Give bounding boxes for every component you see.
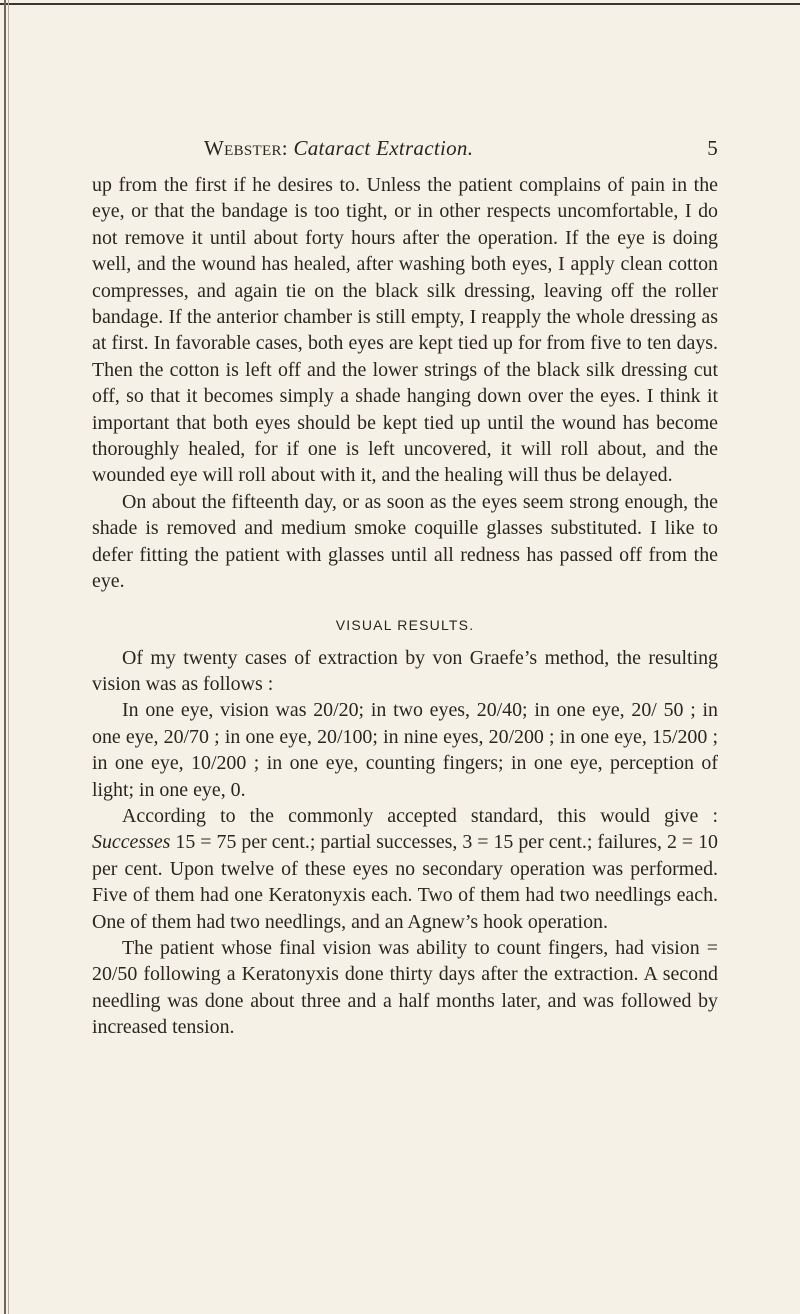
running-title — [204, 136, 473, 161]
paragraph-5 — [92, 803, 718, 935]
paragraph-5-italic: Successes — [92, 831, 171, 854]
header-author: Webster — [204, 136, 282, 160]
header-separator: : — [281, 136, 294, 160]
paragraph-1: up from the first if he desires to. Unless the patient complains of pain in the eye, or that the bandage is too tight, or in other respects uncomfortable, I do not remove it until about forty hours after the operation. If the eye is doing well, and the wound has healed, after washing both eyes, I apply clean cotton compresses, and again tie on the black silk dressing, leaving off the roller bandage. If the anterior chamber is still empty, I reapply the whole dressing as at first. In favorable cases, both eyes are kept tied up for from five to ten days. Then the cotton is left off and the lower strings of the black silk dressing cut off, so that it becomes simply a shade hanging down over the eyes. I think it important that both eyes should be kept tied up until the wound has become thoroughly healed, for if one is left uncovered, it will roll about, and the wounded eye will roll about with it, and the healing will thus be delayed. — [92, 174, 718, 487]
page-left-edge — [4, 0, 6, 1314]
paragraph-6: The patient whose final vision was ability to count fingers, had vision = 20/50 following a Keratonyxis done thirty days after the extraction. A second needling was done about three and a half months later, and was followed by increased tension. — [92, 936, 718, 1039]
header-work-title: Cataract Extraction. — [293, 136, 474, 160]
page-top-border — [0, 3, 800, 5]
page-body — [92, 132, 718, 1041]
paragraph-2: On about the fifteenth day, or as soon as the eyes seem strong enough, the shade is removed and medium smoke coquille glasses substituted. I like to defer fitting the patient with glasses until all redness has passed off from the eye. — [92, 490, 718, 593]
running-header — [92, 132, 718, 172]
page-number: 5 — [707, 136, 718, 160]
paragraph-5-part-b: 15 = 75 per cent.; partial successes, 3 = 15 per cent.; failures, 2 = 10 per cent. Upon twelve of these eyes no secondary operation was performed. Five of them had one Keratonyxis each. Two of them had two needlings each. One of them had two needlings, and an Agnew’s hook operation. — [92, 831, 718, 933]
paragraph-5-part-a: According to the commonly accepted standard, this would give : — [122, 804, 718, 827]
section-heading: VISUAL RESULTS. — [335, 616, 475, 633]
paragraph-3: Of my twenty cases of extraction by von Graefe’s method, the resulting vision was as follows : — [92, 646, 718, 695]
paragraph-4: In one eye, vision was 20/20; in two eyes, 20/40; in one eye, 20/ 50 ; in one eye, 20/70 ; in one eye, 20/100; in nine eyes, 20/200 ; in one eye, 15/200 ; in one eye, 10/200 ; in one eye, counting fingers; in one eye, perception of light; in one eye, 0. — [92, 699, 718, 801]
page-left-edge-shadow — [8, 0, 9, 1314]
